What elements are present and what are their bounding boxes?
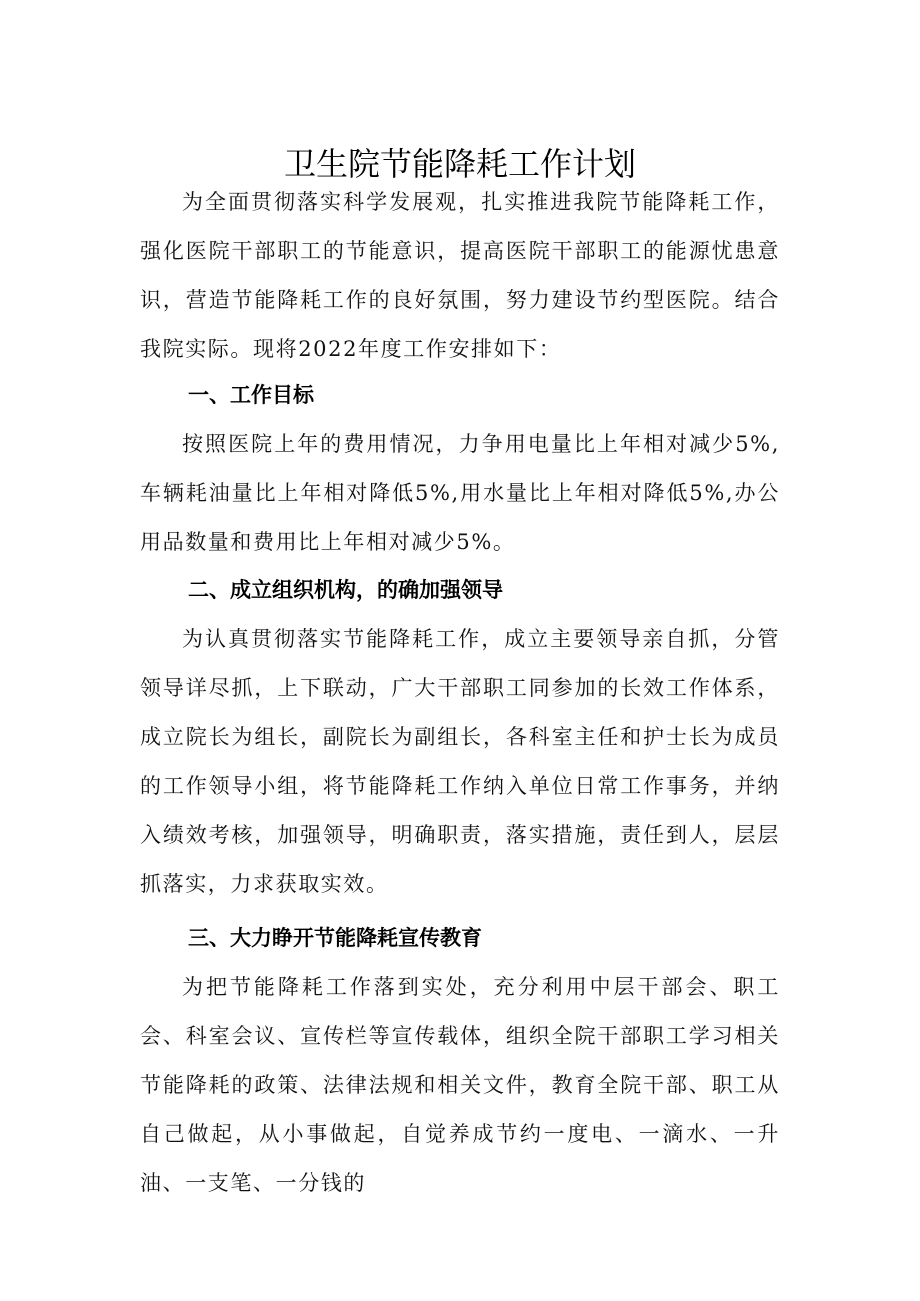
- section-heading-organization: 二、成立组织机构，的确加强领导: [188, 578, 503, 602]
- section-body-education: 为把节能降耗工作落到实处，充分利用中层干部会、职工会、科室会议、宣传栏等宣传载体，组织全院干部职工学习相关节能降耗的政策、法律法规和相关文件，教育全院干部、职工从自己做起，从小事做起，自觉养成节约一度电、一滴水、一升油、一支笔、一分钱的: [140, 975, 780, 1195]
- section-heading-goals: 一、工作目标: [188, 383, 314, 407]
- document-title: 卫生院节能降耗工作计划: [283, 145, 636, 184]
- intro-paragraph: 为全面贯彻落实科学发展观，扎实推进我院节能降耗工作，强化医院干部职工的节能意识，提高医院干部职工的能源忧患意识，营造节能降耗工作的良好氛围，努力建设节约型医院。结合我院实际。现将2022年度工作安排如下：: [140, 190, 780, 361]
- section-heading-education: 三、大力睁开节能降耗宣传教育: [188, 926, 482, 950]
- section-body-organization: 为认真贯彻落实节能降耗工作，成立主要领导亲自抓，分管领导详尽抓，上下联动，广大干部职工同参加的长效工作体系，成立院长为组长，副院长为副组长，各科室主任和护士长为成员的工作领导小组，将节能降耗工作纳入单位日常工作事务，并纳入绩效考核，加强领导，明确职责，落实措施，责任到人，层层抓落实，力求获取实效。: [140, 627, 780, 896]
- section-body-goals: 按照医院上年的费用情况，力争用电量比上年相对减少5%,车辆耗油量比上年相对降低5%,用水量比上年相对降低5%,办公用品数量和费用比上年相对减少5%。: [140, 432, 780, 554]
